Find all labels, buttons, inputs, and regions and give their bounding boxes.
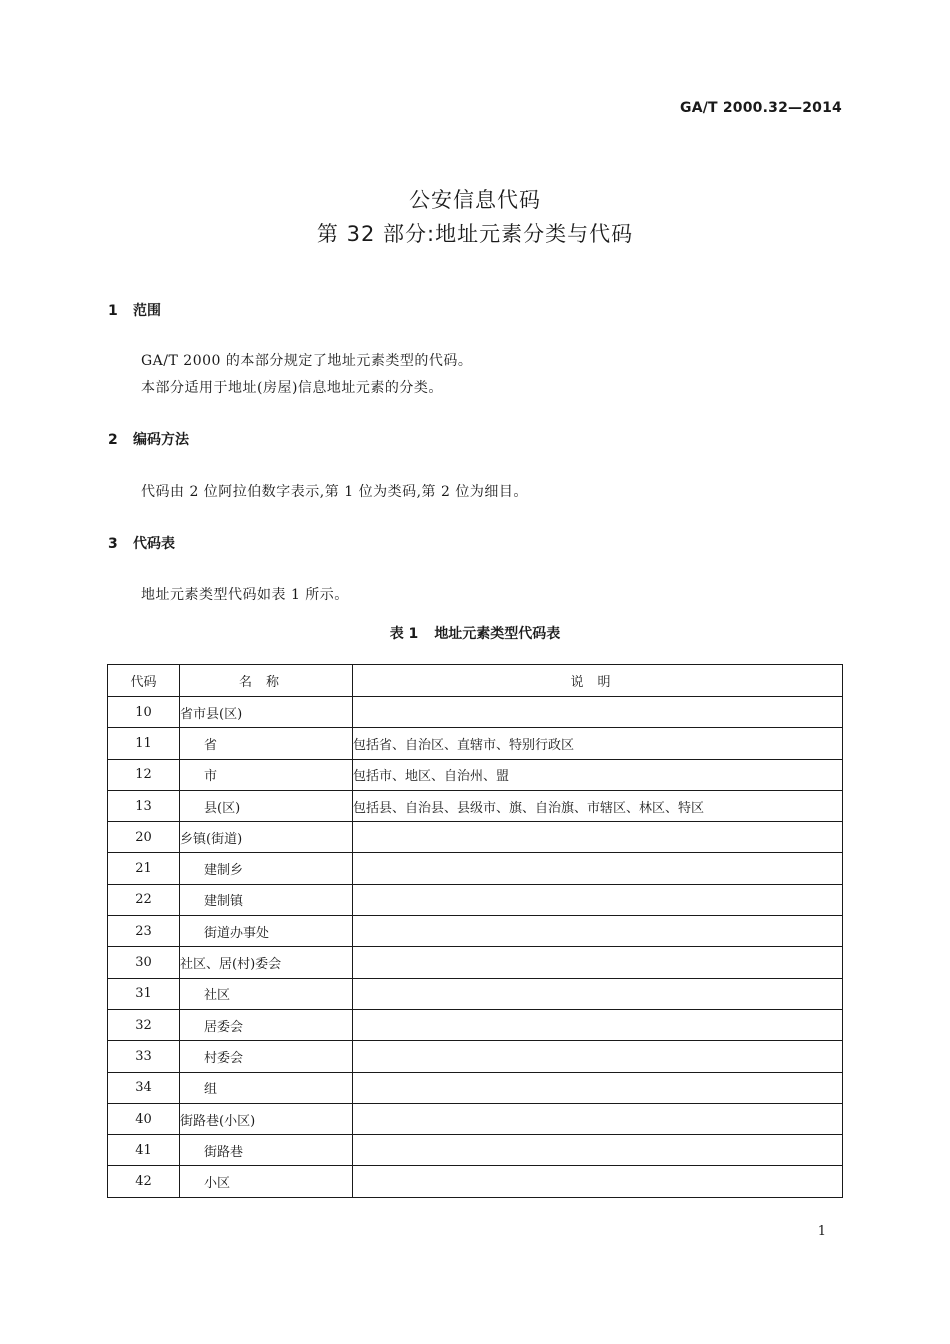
table-caption-title: 地址元素类型代码表 xyxy=(434,626,561,642)
section-1-paragraph-2: 本部分适用于地址(房屋)信息地址元素的分类。 xyxy=(141,380,443,396)
cell-description xyxy=(353,822,843,853)
document-title: 公安信息代码 xyxy=(409,188,541,212)
cell-name: 县(区) xyxy=(180,790,353,821)
section-1-paragraph-1: GA/T 2000 的本部分规定了地址元素类型的代码。 xyxy=(141,353,473,369)
cell-description xyxy=(353,697,843,728)
cell-code: 10 xyxy=(108,697,180,728)
cell-code: 20 xyxy=(108,822,180,853)
cell-code: 40 xyxy=(108,1103,180,1134)
cell-name: 社区、居(村)委会 xyxy=(180,947,353,978)
cell-name: 村委会 xyxy=(180,1041,353,1072)
section-number: 1 xyxy=(108,303,118,319)
table-row xyxy=(108,978,843,1009)
cell-description xyxy=(353,916,843,947)
section-3-paragraph-1: 地址元素类型代码如表 1 所示。 xyxy=(141,587,349,603)
cell-code: 22 xyxy=(108,884,180,915)
cell-name: 街道办事处 xyxy=(180,916,353,947)
table-row xyxy=(108,728,843,759)
cell-description xyxy=(353,884,843,915)
column-header-description: 说明 xyxy=(353,665,843,697)
cell-name: 建制乡 xyxy=(180,853,353,884)
cell-description: 包括县、自治县、县级市、旗、自治旗、市辖区、林区、特区 xyxy=(353,790,843,821)
table-header-row xyxy=(108,665,843,697)
table-row xyxy=(108,759,843,790)
table-caption xyxy=(0,623,950,643)
cell-description xyxy=(353,947,843,978)
column-header-code: 代码 xyxy=(108,665,180,697)
cell-name: 街路巷(小区) xyxy=(180,1103,353,1134)
cell-description xyxy=(353,1009,843,1040)
address-element-code-table xyxy=(107,664,843,1198)
cell-name: 省 xyxy=(180,728,353,759)
table-row xyxy=(108,916,843,947)
column-header-name: 名称 xyxy=(180,665,353,697)
table-row xyxy=(108,1072,843,1103)
cell-name: 街路巷 xyxy=(180,1135,353,1166)
cell-description xyxy=(353,1072,843,1103)
cell-description: 包括省、自治区、直辖市、特别行政区 xyxy=(353,728,843,759)
cell-name: 乡镇(街道) xyxy=(180,822,353,853)
section-3-heading xyxy=(108,533,175,553)
table-row xyxy=(108,1166,843,1197)
table-row xyxy=(108,853,843,884)
table-body xyxy=(108,697,843,1198)
section-title: 范围 xyxy=(133,303,161,319)
cell-description xyxy=(353,1135,843,1166)
cell-code: 11 xyxy=(108,728,180,759)
cell-code: 41 xyxy=(108,1135,180,1166)
cell-name: 组 xyxy=(180,1072,353,1103)
cell-code: 32 xyxy=(108,1009,180,1040)
table-row xyxy=(108,947,843,978)
cell-description xyxy=(353,978,843,1009)
cell-description xyxy=(353,853,843,884)
section-2-paragraph-1: 代码由 2 位阿拉伯数字表示,第 1 位为类码,第 2 位为细目。 xyxy=(141,484,528,500)
table-row xyxy=(108,884,843,915)
page-number: 1 xyxy=(817,1224,826,1239)
table-row xyxy=(108,1103,843,1134)
section-number: 3 xyxy=(108,536,118,552)
table-row xyxy=(108,1135,843,1166)
section-title: 编码方法 xyxy=(133,432,189,448)
cell-code: 33 xyxy=(108,1041,180,1072)
cell-code: 12 xyxy=(108,759,180,790)
cell-description: 包括市、地区、自治州、盟 xyxy=(353,759,843,790)
section-1-heading xyxy=(108,300,161,320)
table-caption-label: 表 1 xyxy=(389,626,419,642)
cell-code: 23 xyxy=(108,916,180,947)
standard-code: GA/T 2000.32—2014 xyxy=(680,100,842,116)
cell-name: 小区 xyxy=(180,1166,353,1197)
cell-code: 34 xyxy=(108,1072,180,1103)
cell-name: 居委会 xyxy=(180,1009,353,1040)
cell-name: 省市县(区) xyxy=(180,697,353,728)
document-subtitle: 第 32 部分:地址元素分类与代码 xyxy=(316,222,634,246)
section-2-heading xyxy=(108,429,189,449)
cell-description xyxy=(353,1166,843,1197)
cell-code: 13 xyxy=(108,790,180,821)
cell-name: 市 xyxy=(180,759,353,790)
table-row xyxy=(108,1041,843,1072)
table-row xyxy=(108,822,843,853)
cell-name: 社区 xyxy=(180,978,353,1009)
section-number: 2 xyxy=(108,432,118,448)
table-row xyxy=(108,697,843,728)
section-title: 代码表 xyxy=(133,536,175,552)
cell-code: 21 xyxy=(108,853,180,884)
cell-code: 30 xyxy=(108,947,180,978)
cell-description xyxy=(353,1103,843,1134)
cell-code: 31 xyxy=(108,978,180,1009)
table-row xyxy=(108,790,843,821)
cell-description xyxy=(353,1041,843,1072)
cell-code: 42 xyxy=(108,1166,180,1197)
cell-name: 建制镇 xyxy=(180,884,353,915)
table-row xyxy=(108,1009,843,1040)
